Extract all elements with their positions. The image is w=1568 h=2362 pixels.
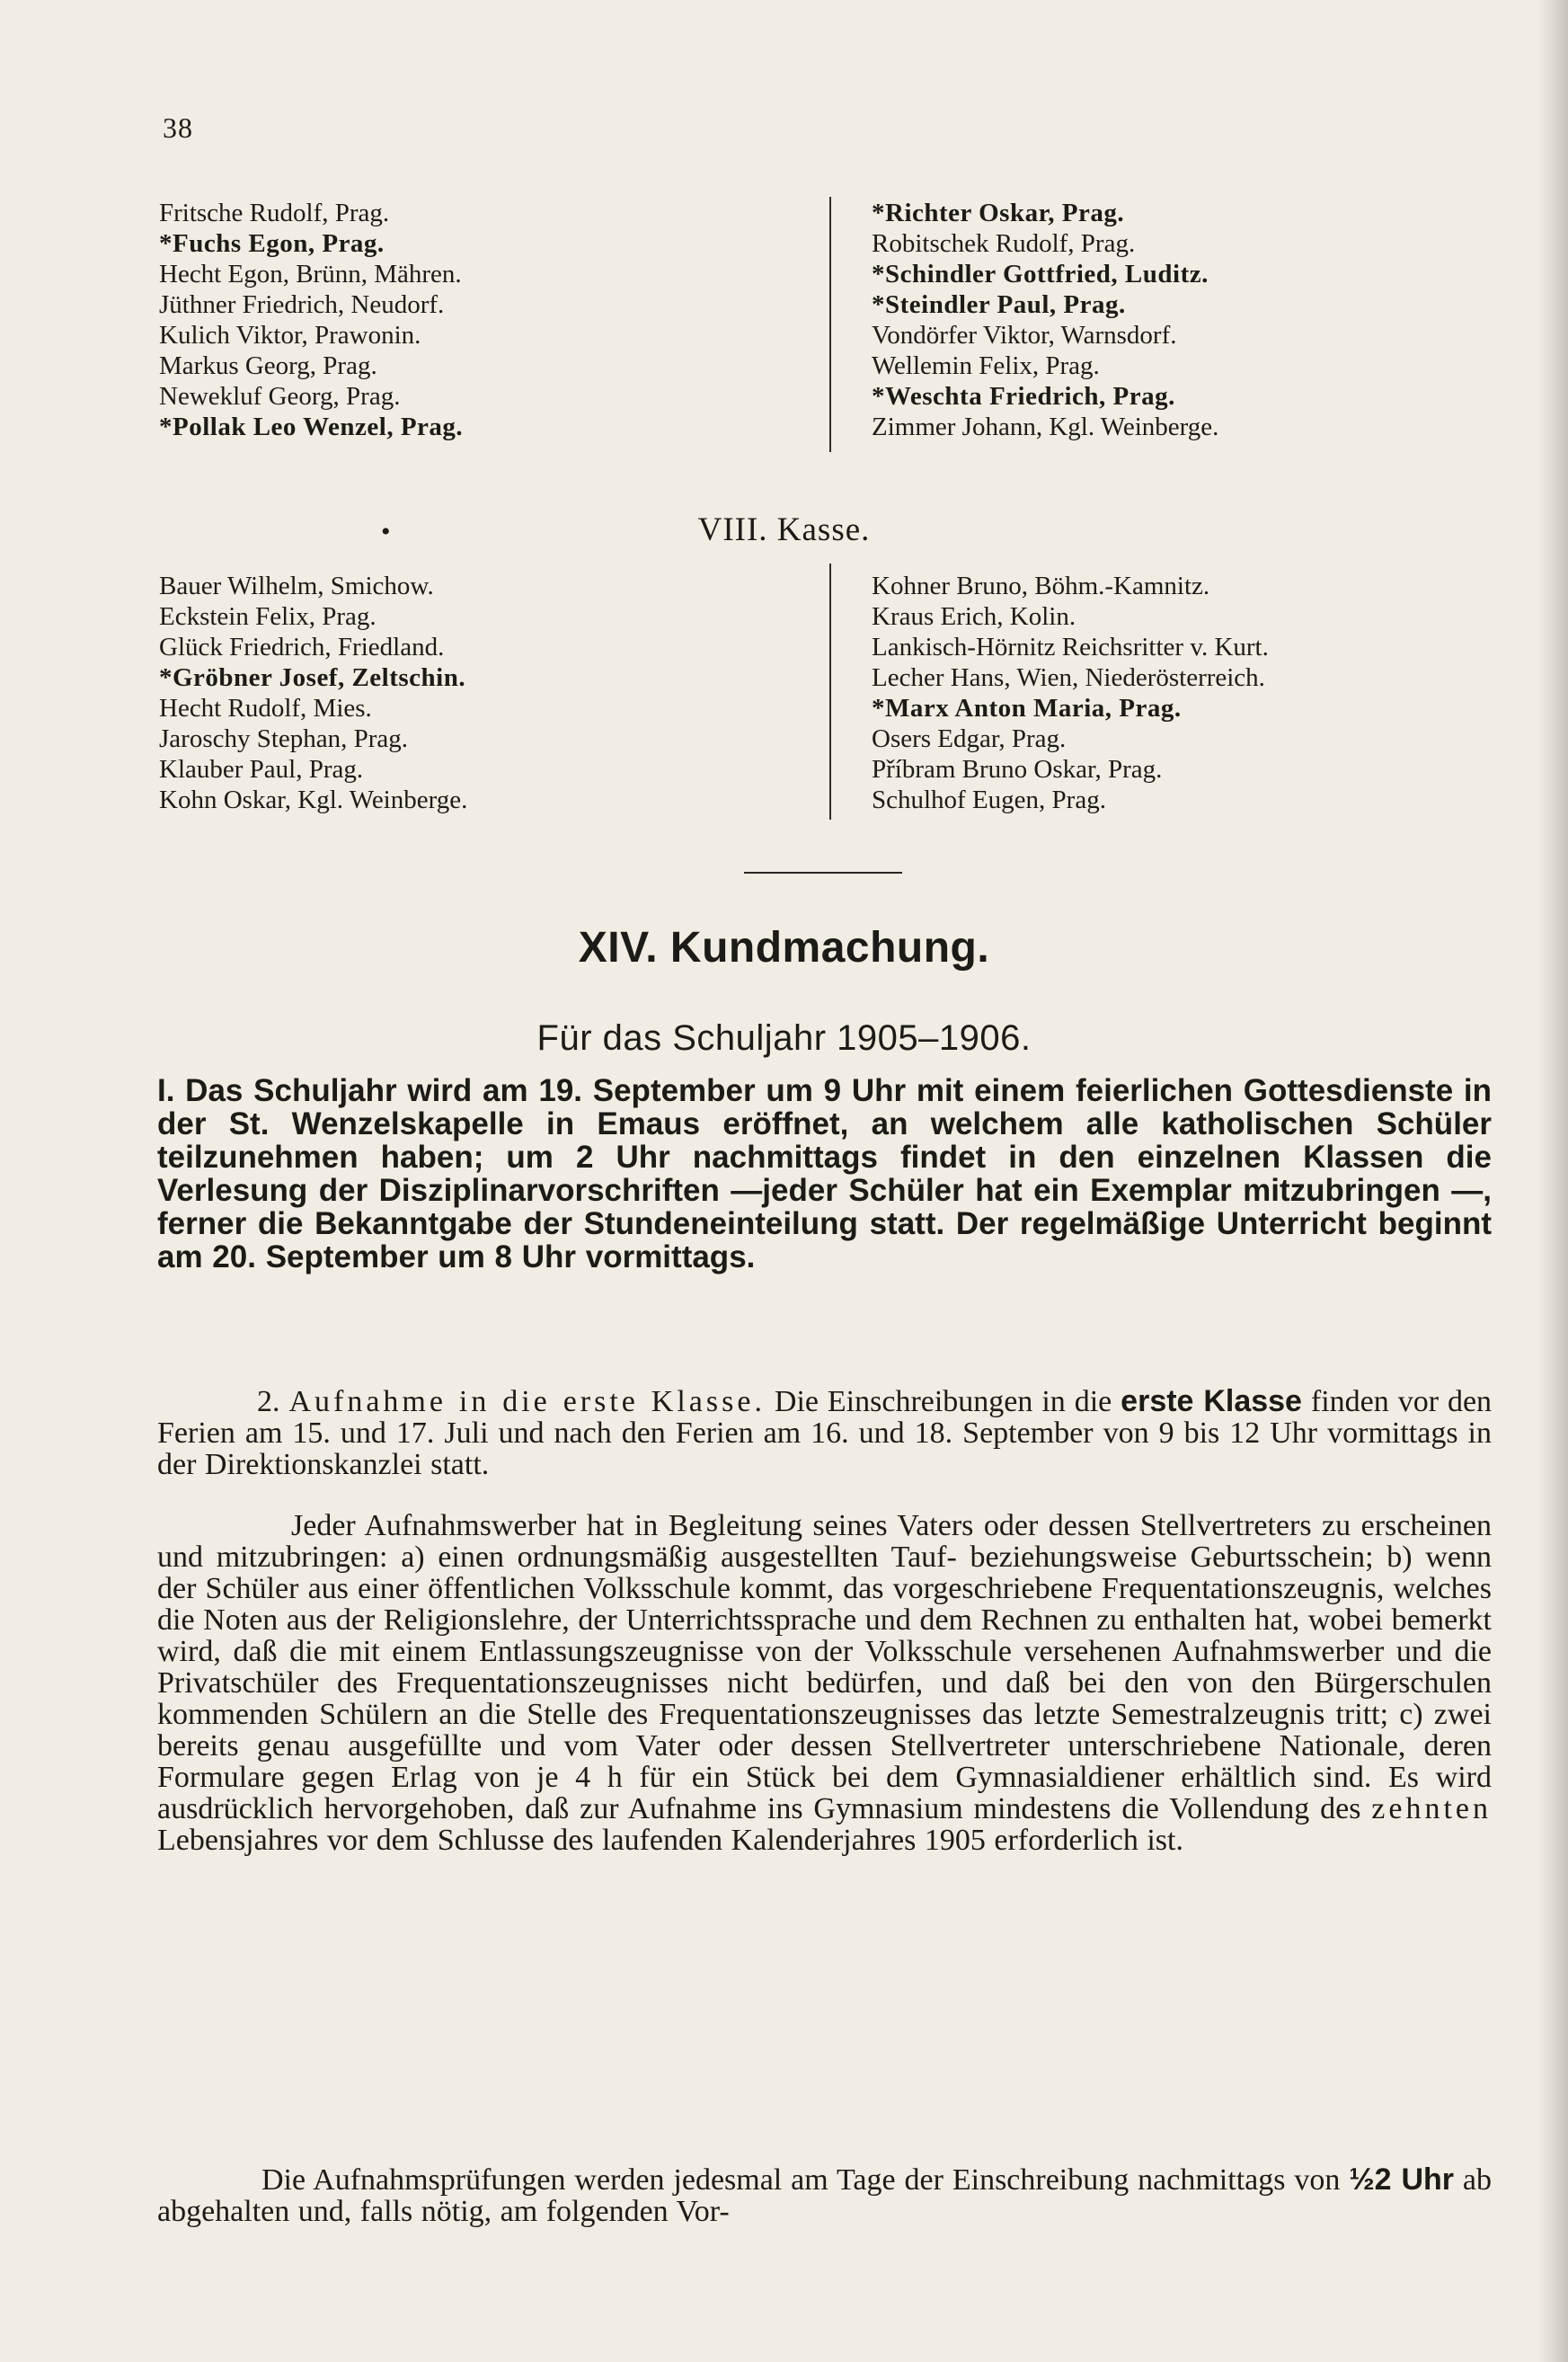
student-entry: Lecher Hans, Wien, Niederösterreich. [872,663,1265,692]
spaced-age-word: zehnten [1371,1792,1493,1825]
student-entry: *Schindler Gottfried, Luditz. [872,260,1209,289]
column-divider-top [829,197,831,452]
student-entry: Lankisch-Hörnitz Reichsritter v. Kurt. [872,633,1269,662]
student-entry: Příbram Bruno Oskar, Prag. [872,755,1163,784]
student-entry: Vondörfer Viktor, Warnsdorf. [872,321,1177,350]
section-marker: • [381,517,391,546]
section-divider-rule [744,872,902,874]
student-list-left-viii [159,571,806,815]
opening-paragraph: I. Das Schuljahr wird am 19. September um 9 Uhr mit einem feierlichen Gottesdienste in der St. Wenzelskapelle in Emaus eröffnet, an welchem alle katholischen Schüler teilzunehmen haben; um 2 Uhr nachmittags findet in den einzelnen Klassen die Verlesung der Disziplinarvorschriften —jeder Schüler hat ein Exemplar mitzubringen —, ferner die Bekanntgabe der Stundeneinteilung statt. Der regelmäßige Unterricht beginnt am 20. September um 8 Uhr vormittags. [157,1073,1492,1274]
student-entry: Robitschek Rudolf, Prag. [872,229,1136,258]
spaced-admission-title: Aufnahme in die erste Klasse. [288,1385,766,1418]
student-entry: Wellemin Felix, Prag. [872,351,1100,380]
requirements-text-part: Jeder Aufnahmswerber hat in Begleitung seines Vaters oder dessen Stellvertreters zu erscheinen und mitzubringen: a) einen ordnungsmäßig ausgestellten Tauf- beziehungsweise Geburtsschein; b) wenn der Schüler aus einer öffentlichen Volksschule kommt, das vorgeschriebene Frequentationszeugnis, welches die Noten aus der Religionslehre, der Unterrichtssprache und dem Rechnen zu enthalten hat, wobei bemerkt wird, daß die mit einem Entlassungszeugnisse von der Volksschule versehenen Aufnahmswerber und die Privatschüler des Frequentationszeugnisses nicht bedürfen, und daß bei den von den Bürgerschulen kommenden Schülern an die Stelle des Frequentationszeugnisses das letzte Semestralzeugnis tritt; c) zwei bereits genau ausgefüllte und vom Vater oder dessen Stellvertreter unterschriebene Nationale, deren Formulare gegen Erlag von je 4 h für ein Stück bei dem Gymnasialdiener erhältlich sind. Es wird ausdrücklich hervorgehoben, daß zur Aufnahme ins Gymnasium mindestens die Vollendung des [157,1509,1492,1825]
column-divider-viii [829,564,831,820]
exam-text-part: ab abgehalten und, falls nötig, am folgenden Vor- [157,2163,1493,2228]
student-entry: *Marx Anton Maria, Prag. [872,694,1182,723]
student-list-left-top [159,198,806,442]
student-entry: *Weschta Friedrich, Prag. [872,382,1175,411]
section-heading: VIII. Kasse. [697,511,871,548]
student-entry: *Richter Oskar, Prag. [872,199,1125,227]
student-entry: Zimmer Johann, Kgl. Weinberge. [872,413,1219,441]
student-entry: *Fuchs Egon, Prag. [159,229,385,258]
student-entry: Glück Friedrich, Friedland. [159,633,445,662]
exam-paragraph [157,2164,1492,2227]
student-entry: Klauber Paul, Prag. [159,755,364,784]
student-entry: Markus Georg, Prag. [159,351,377,380]
student-entry: Eckstein Felix, Prag. [159,602,376,631]
student-entry: Newekluf Georg, Prag. [159,382,401,411]
page-number: 38 [163,111,193,144]
student-entry: Kohn Oskar, Kgl. Weinberge. [159,786,468,814]
student-entry: Hecht Rudolf, Mies. [159,694,372,723]
requirements-text-part: Lebensjahres vor dem Schlusse des laufenden Kalenderjahres 1905 erforderlich ist. [157,1824,1183,1857]
student-entry: *Gröbner Josef, Zeltschin. [159,663,466,692]
student-entry: Schulhof Eugen, Prag. [872,786,1106,814]
student-entry: Bauer Wilhelm, Smichow. [159,572,434,600]
exam-time-emphasis: ½2 Uhr [1349,2162,1454,2197]
student-entry: Kulich Viktor, Prawonin. [159,321,421,350]
admission-text-part: Die Einschreibungen in die [774,1385,1112,1418]
student-entry: Hecht Egon, Brünn, Mähren. [159,260,462,289]
student-entry: Osers Edgar, Prag. [872,724,1067,753]
student-entry: *Steindler Paul, Prag. [872,290,1126,319]
first-class-emphasis: erste Klasse [1121,1384,1302,1418]
school-year-heading: Für das Schuljahr 1905–1906. [536,1018,1032,1058]
exam-text-part: Die Aufnahmsprüfungen werden jedesmal am Tage der Einschreibung nachmittags von [261,2163,1341,2197]
admission-text-part: finden vor den Ferien am 15. und 17. Juli und nach den Ferien am 16. und 18. September von 9 bis 12 Uhr vormittags in der Direktionskanzlei statt. [157,1385,1493,1481]
student-list-right-top [872,198,1519,442]
admission-paragraph [157,1386,1492,1480]
student-entry: Kraus Erich, Kolin. [872,602,1076,631]
student-list-right-viii [872,571,1519,815]
announcement-heading: XIV. Kundmachung. [578,924,990,972]
requirements-paragraph [157,1510,1492,1856]
student-entry: Fritsche Rudolf, Prag. [159,199,390,227]
student-entry: Kohner Bruno, Böhm.-Kamnitz. [872,572,1210,600]
paragraph-number: 2. [257,1385,280,1418]
page-edge-shadow [1537,0,1568,2362]
student-entry: Jüthner Friedrich, Neudorf. [159,290,445,319]
student-entry: Jaroschy Stephan, Prag. [159,724,409,753]
student-entry: *Pollak Leo Wenzel, Prag. [159,413,464,441]
